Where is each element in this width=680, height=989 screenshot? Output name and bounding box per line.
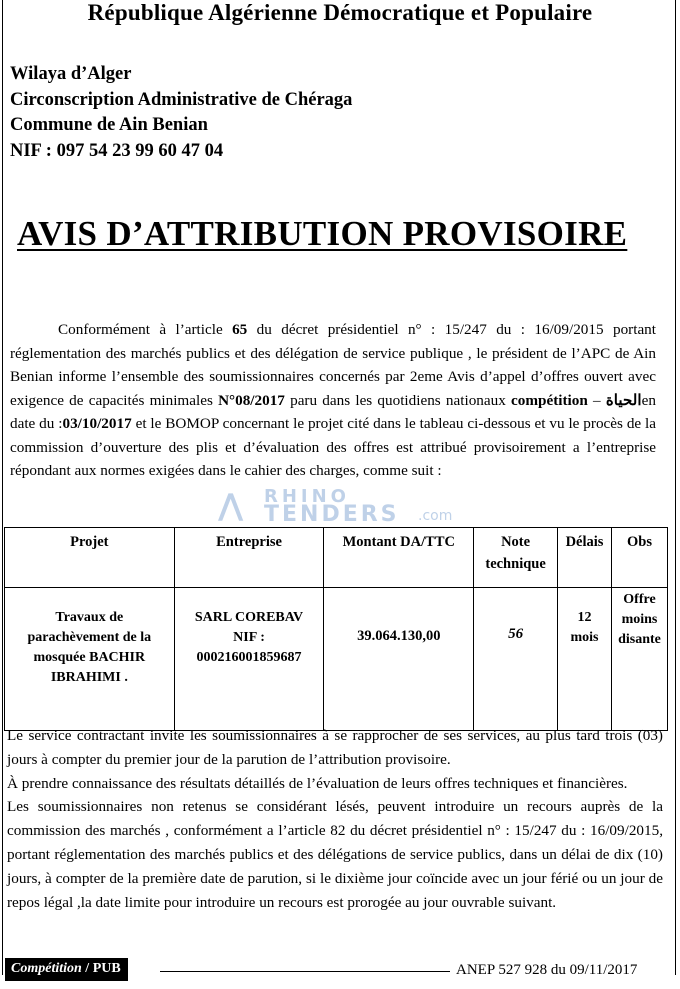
body-paragraph-invitation: Le service contractant invite les soumissionnaires à se rapprocher de ses services, au plus tard trois (03) jours à compter du premier jour de la parution de l’attribution provisoire. bbox=[7, 727, 663, 768]
intro-text-2: du décret présidentiel n° : 15/247 du : 16/09/2015 portant réglementation des marchés publics et des délégation de service publique , le président de l’APC de Ain Benian informe l’ensemble des soumissionnaires concernés par 2eme Avis d’appel d’offres ouvert avec exigence de capacités minimales bbox=[10, 321, 656, 409]
delais-value: 12 bbox=[577, 610, 592, 625]
footer-source-badge bbox=[5, 958, 128, 981]
intro-dash: – bbox=[587, 391, 606, 409]
header-delais: Délais bbox=[558, 528, 612, 588]
intro-text-3: paru dans les quotidiens nationaux bbox=[284, 391, 512, 409]
entreprise-name: SARL COREBAV bbox=[194, 610, 304, 625]
footer-anep-reference: ANEP 527 928 du 09/11/2017 bbox=[452, 962, 641, 979]
header-projet: Projet bbox=[5, 528, 175, 588]
republic-heading: République Algérienne Démocratique et Populaire bbox=[87, 0, 593, 25]
footer-divider bbox=[160, 971, 450, 972]
cell-obs: Offre moins disante bbox=[611, 588, 667, 731]
header-note: Note technique bbox=[474, 528, 558, 588]
nif-line: NIF : 097 54 23 99 60 47 04 bbox=[10, 140, 224, 161]
newspaper-competition: compétition bbox=[511, 391, 588, 409]
cell-montant: 39.064.130,00 bbox=[324, 588, 474, 731]
commune-line: Commune de Ain Benian bbox=[10, 115, 208, 135]
award-table bbox=[4, 527, 668, 731]
cell-entreprise bbox=[174, 588, 324, 731]
delais-unit: mois bbox=[570, 630, 599, 645]
intro-text-1: Conformément à l’article bbox=[58, 321, 233, 338]
footer-pub: PUB bbox=[92, 961, 121, 976]
entreprise-nif-label: NIF : bbox=[233, 630, 265, 645]
article-number: 65 bbox=[232, 321, 248, 338]
document-title: AVIS D’ATTRIBUTION PROVISOIRE bbox=[17, 214, 628, 253]
cell-projet: Travaux de parachèvement de la mosquée BACHIR IBRAHIMI . bbox=[5, 588, 175, 731]
cell-note: 56 bbox=[474, 588, 558, 731]
cell-delais bbox=[558, 588, 612, 731]
intro-text-5: en date du : bbox=[10, 391, 656, 432]
watermark-rhino: RHINO bbox=[264, 486, 350, 507]
footer-source: Compétition bbox=[11, 961, 82, 976]
newspaper-elhayat: الحياة bbox=[605, 391, 642, 409]
entreprise-nif: 000216001859687 bbox=[196, 650, 302, 665]
intro-text-6: et le BOMOP concernant le projet cité dans le tableau ci-dessous et vu le procès de la commission d’ouverture des plis et d’évaluation des offres est attribué provisoirement a l’entreprise répondant aux normes exigées dans le cahier des charges, comme suit : bbox=[10, 415, 657, 479]
header-entreprise: Entreprise bbox=[174, 528, 324, 588]
publication-date: 03/10/2017 bbox=[62, 415, 132, 432]
body-text bbox=[7, 724, 663, 914]
watermark-com: .com bbox=[418, 508, 453, 524]
body-paragraph-results: À prendre connaissance des résultats détaillés de l’évaluation de leurs offres techniques et financières. bbox=[7, 774, 628, 792]
body-paragraph-recours: Les soumissionnaires non retenus se considérant lésés, peuvent introduire un recours auprès de la commission des marchés , conformément a l’article 82 du décret présidentiel n° : 15/247 du : 16/09/2015, portant réglementation des marchés publics et des délégations de service publics, dans un délai de dix (10) jours, à compter de la première date de parution, si le dixième jour coïncide avec un jour férié ou un jour de repos légal ,la date limite pour introduire un recours est prorogée au jour ouvrable suivant. bbox=[7, 798, 663, 911]
avis-number: N°08/2017 bbox=[218, 391, 285, 409]
table-header-row bbox=[5, 528, 668, 588]
rhino-logo-icon: ⋀ bbox=[218, 488, 244, 523]
circonscription-line: Circonscription Administrative de Chéraga bbox=[10, 89, 353, 110]
footer-separator: / bbox=[81, 961, 93, 976]
wilaya-line: Wilaya d’Alger bbox=[10, 64, 132, 84]
issuer-block bbox=[10, 62, 352, 164]
table-row bbox=[5, 588, 668, 731]
header-obs: Obs bbox=[611, 528, 667, 588]
watermark-tenders: TENDERS bbox=[264, 502, 400, 527]
header-montant: Montant DA/TTC bbox=[324, 528, 474, 588]
intro-paragraph bbox=[10, 318, 656, 483]
